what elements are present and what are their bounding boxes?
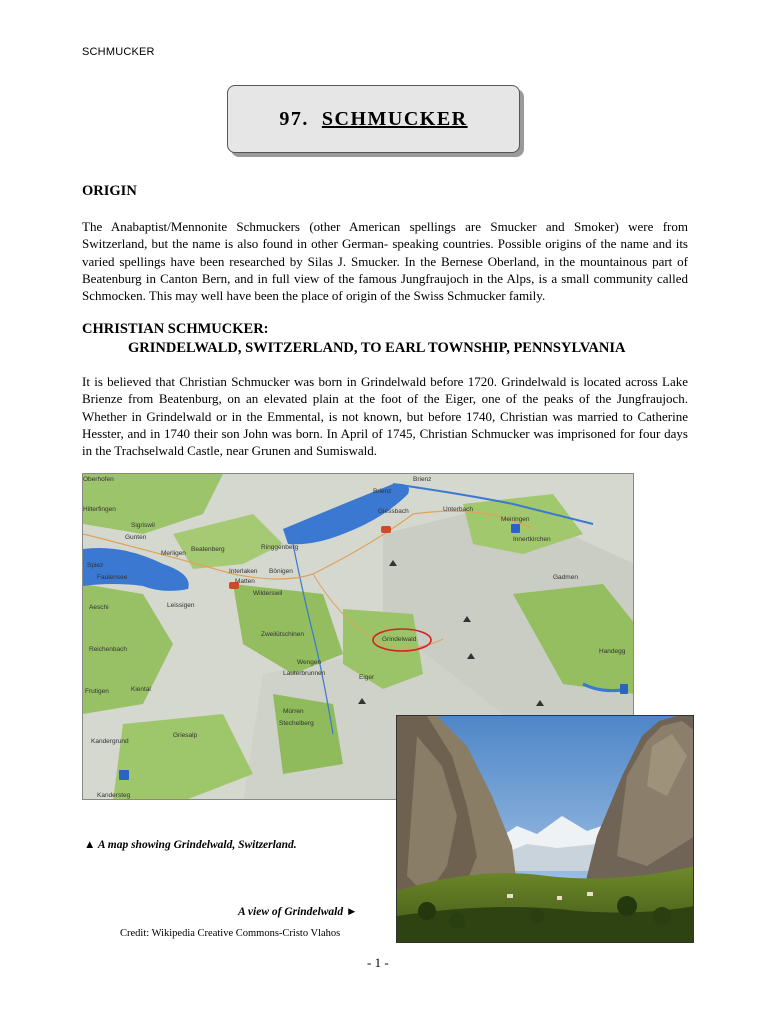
map-label: Merligen [161,550,186,557]
map-label: Griesalp [173,732,198,739]
map-label: Wilderswil [253,590,283,597]
map-label: Aeschi [89,604,109,611]
map-label: Reichenbach [89,646,127,653]
title-name: SCHMUCKER [321,107,468,130]
grindelwald-photo [396,715,694,943]
map-label: Sigriswil [131,522,155,529]
map-label: Ringgenberg [261,544,299,551]
map-label: Meiringen [501,516,530,523]
map-label: Wengen [297,659,322,666]
map-label: Brienz [373,488,392,495]
map-label: Matten [235,578,255,585]
running-header: SCHMUCKER [82,46,155,58]
map-label: Stechelberg [279,720,314,727]
photo-caption-text: A view of Grindelwald [238,906,344,918]
christian-heading: CHRISTIAN SCHMUCKER: [82,321,269,337]
map-label: Gadmen [553,574,578,581]
map-label: Interlaken [229,568,258,575]
map-label: Oberhofen [83,476,114,483]
triangle-up-icon: ▲ [84,839,96,851]
map-label: Eiger [359,674,375,681]
map-label: Gunten [125,534,147,541]
map-caption-text: A map showing Grindelwald, Switzerland. [97,839,297,851]
map-label: Zweilütschinen [261,631,304,638]
map-label: Leissigen [167,602,195,609]
christian-subheading: GRINDELWALD, SWITZERLAND, TO EARL TOWNSHIP, PENNSYLVANIA [128,340,626,356]
map-label: Beatenberg [191,546,225,553]
page-title [279,108,467,131]
map-label: Handegg [599,648,626,655]
map-label: Spiez [87,562,104,569]
map-label: Kandersteg [97,792,131,799]
map-label: Hilterfingen [83,506,116,513]
origin-paragraph: The Anabaptist/Mennonite Schmuckers (other American spellings are Smucker and Smoker) were from Switzerland, but the name is also found in other German- speaking countries. Possible origins of the name and its varied spellings have been researched by Silas J. Smucker. In the Bernese Oberland, in the mountainous part of Beatenburg in Canton Bern, and in full view of the famous Jungfraujoch in the Alps, is a small community called Schmocken. This may well have been the place of origin of the Swiss Schmucker family. [82,219,688,304]
map-label: Unterbach [443,506,473,513]
map-label: Kiental [131,686,151,693]
map-caption [84,839,297,851]
map-label: Bönigen [269,568,293,575]
triangle-right-icon: ► [345,906,358,918]
map-label: Kandergrund [91,738,129,745]
photo-graphic [397,716,694,943]
map-label: Mürren [283,708,304,715]
origin-heading: ORIGIN [82,183,137,199]
map-label: Giessbach [378,508,409,515]
map-label: Frutigen [85,688,109,695]
title-box [227,85,520,153]
title-number: 97. [279,107,309,130]
photo-credit: Credit: Wikipedia Creative Commons-Cristo Vlahos [120,928,341,939]
photo-caption [238,906,357,918]
map-label: Faulensee [97,574,128,581]
page-number: - 1 - [367,955,389,970]
map-label: Lauterbrunnen [283,670,326,677]
map-label: Grindelwald [382,636,417,643]
christian-paragraph: It is believed that Christian Schmucker was born in Grindelwald before 1720. Grindelwald is located across Lake Brienze from Beatenburg, on an elevated plain at the foot of the Eiger, one of the peaks of the Jungfraujoch. Whether in Grindelwald or in the Emmental, is not known, but before 1740, Christian was married to Catherine Hesster, and in 1740 their son John was born. In April of 1745, Christian Schmucker was imprisoned for four days in the Trachselwald Castle, near Grunen and Sumiswald. [82,374,688,459]
map-label: Innertkirchen [513,536,551,543]
map-label: Brienz [413,476,432,483]
